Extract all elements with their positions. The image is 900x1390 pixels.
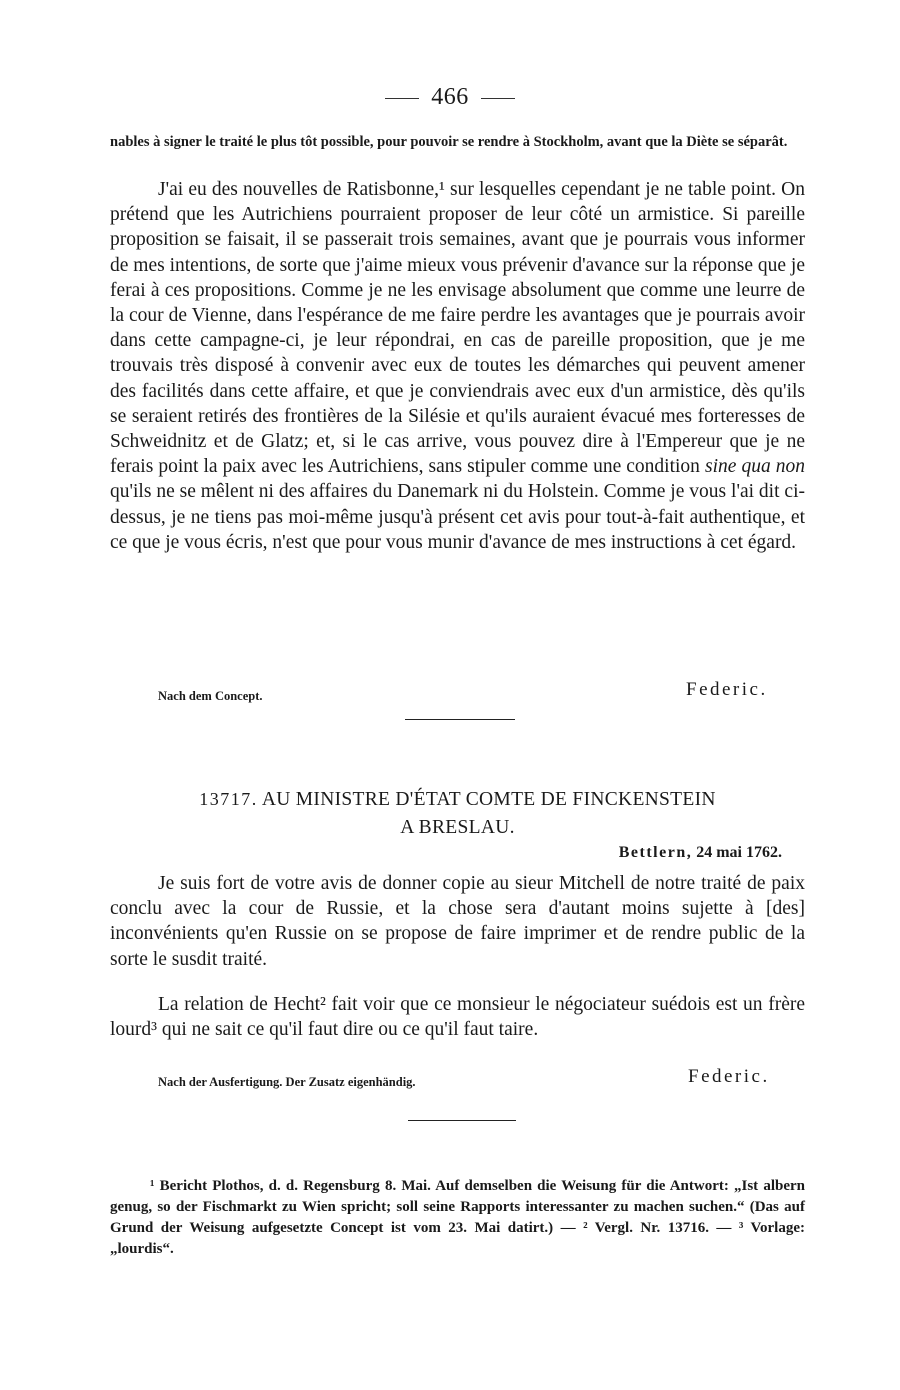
- letter-1-paragraph-part-2: qu'ils ne se mêlent ni des affaires du Danemark ni du Holstein. Comme je vous l'ai dit ci-dessus, je ne tiens pas moi-même jusqu'à présent cet avis pour tout-à-fait authentique, et ce que je vous écris, n'est que pour vous munir d'avance de mes instructions à cet égard.: [110, 481, 805, 553]
- date-place: Bettlern,: [618, 844, 693, 861]
- footnote-separator: [408, 1120, 516, 1121]
- page-number-text: 466: [431, 84, 469, 110]
- letter-2-paragraph-2-text: La relation de Hecht² fait voir que ce monsieur le négociateur suédois est un frère lourd³ qui ne sait ce qu'il faut dire ou ce qu'il faut taire.: [110, 994, 805, 1041]
- footnotes-text: ¹ Bericht Plothos, d. d. Regensburg 8. Mai. Auf demselben die Weisung für die Antwort: „Ist albern genug, so der Fischmarkt zu Wien spricht; soll seine Rapports interessanter zu machen suchen.“ (Das auf Grund der Weisung aufgesetzte Concept ist vom 23. Mai datirt.) — ² Vergl. Nr. 13716. — ³ Vorlage: „lourdis“.: [110, 1178, 805, 1257]
- page-number: [0, 84, 900, 111]
- letter-2-date-line: [619, 844, 782, 862]
- letter-2-paragraph-1-text: Je suis fort de votre avis de donner copie au sieur Mitchell de notre traité de paix conclu avec la cour de Russie, et la chose sera d'autant moins sujette à [des] inconvénients qu'en Russie on se propose de faire imprimer et de rendre public de la sorte le susdit traité.: [110, 873, 805, 970]
- letter-1-paragraph: [110, 177, 805, 555]
- page-number-dash-right: [481, 98, 515, 99]
- continuation-text: nables à signer le traité le plus tôt possible, pour pouvoir se rendre à Stockholm, avant que la Diète se séparât.: [110, 134, 788, 150]
- footnotes: [110, 1176, 805, 1260]
- section-separator: [405, 719, 515, 720]
- page-number-dash-left: [385, 98, 419, 99]
- date-text: 24 mai 1762.: [696, 844, 782, 861]
- letter-1-paragraph-part-1: J'ai eu des nouvelles de Ratisbonne,¹ sur lesquelles cependant je ne table point. On prétend que les Autrichiens pourraient proposer de leur côté un armistice. Si pareille proposition se faisait, il se passerait trois semaines, avant que je pourrais vous informer de mes intentions, de sorte que j'aime mieux vous prévenir d'avance sur la réponse que je ferai à ces propositions. Comme je ne les envisage absolument que comme une leurre de la cour de Vienne, dans l'espérance de me faire perdre les avantages que je pourrais avoir dans cette campagne-ci, je leur répondrai, en cas de pareille proposition, que je me trouvais très disposé à convenir avec eux de toutes les démarches qui peuvent amener des facilités dans cette affaire, et que je conviendrais avec eux d'un armistice, dès qu'ils se seraient retirés des frontières de la Silésie et qu'ils auraient évacué mes forteresses de Schweidnitz et de Glatz; et, si le cas arrive, vous pouvez dire à l'Empereur que je ne ferais point la paix avec les Autrichiens, sans stipuler comme une condition: [110, 179, 805, 478]
- letter-2-source-note: Nach der Ausfertigung. Der Zusatz eigenhändig.: [158, 1075, 416, 1089]
- letter-2-paragraph-1: [110, 871, 805, 972]
- letter-number: 13717.: [199, 789, 258, 809]
- letter-2-heading-line-1: AU MINISTRE D'ÉTAT COMTE DE FINCKENSTEIN: [261, 789, 716, 810]
- letter-1-signature: Federic.: [686, 679, 768, 700]
- letter-2-heading: [110, 789, 805, 811]
- letter-2-signature: Federic.: [688, 1066, 770, 1087]
- latin-phrase: sine qua non: [704, 456, 805, 478]
- letter-2-paragraph-2: [110, 992, 805, 1042]
- letter-1-source-note: Nach dem Concept.: [158, 689, 263, 703]
- letter-2-heading-line-2: A BRESLAU.: [400, 817, 515, 838]
